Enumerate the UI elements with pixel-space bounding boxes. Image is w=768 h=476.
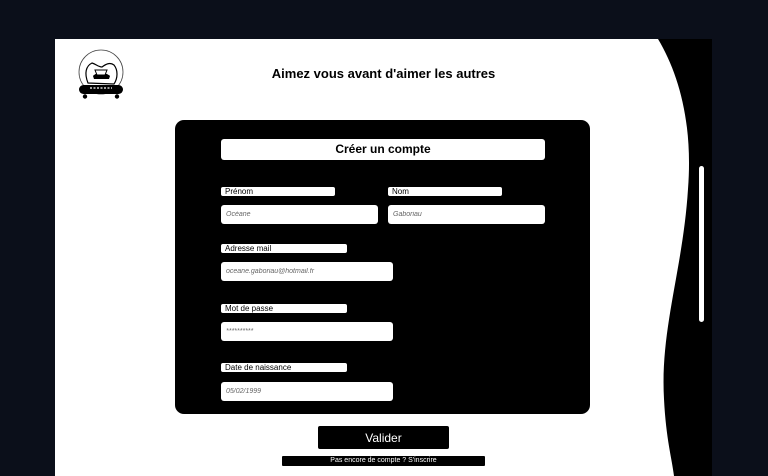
page <box>55 39 712 476</box>
nom-label: Nom <box>388 187 502 196</box>
email-input[interactable] <box>221 262 393 281</box>
email-label: Adresse mail <box>221 244 347 253</box>
nom-input[interactable] <box>388 205 545 224</box>
birthdate-label: Date de naissance <box>221 363 347 372</box>
password-label: Mot de passe <box>221 304 347 313</box>
form-title: Créer un compte <box>221 139 545 160</box>
prenom-label: Prénom <box>221 187 335 196</box>
birthdate-input[interactable] <box>221 382 393 401</box>
page-title: Aimez vous avant d'aimer les autres <box>271 66 496 81</box>
signup-link[interactable]: Pas encore de compte ? S'inscrire <box>282 456 485 466</box>
submit-button[interactable]: Valider <box>318 426 449 449</box>
scrollbar[interactable] <box>699 166 704 322</box>
prenom-input[interactable] <box>221 205 378 224</box>
password-input[interactable] <box>221 322 393 341</box>
signup-form-card <box>175 120 590 414</box>
